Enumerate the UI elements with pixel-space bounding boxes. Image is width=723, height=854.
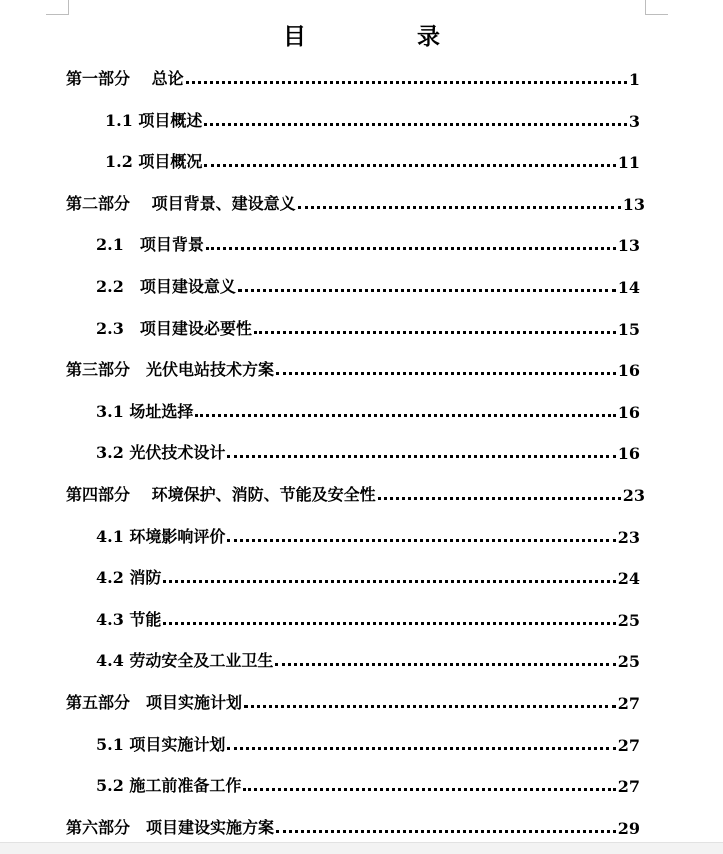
toc-page-number: 13 (617, 236, 640, 256)
toc-page-number: 11 (617, 153, 640, 173)
toc-page-number: 3 (628, 111, 640, 131)
toc-page-number: 14 (617, 278, 640, 297)
toc-page-number: 16 (617, 444, 640, 464)
toc-page-number: 23 (617, 527, 640, 547)
toc-dot-leader (163, 580, 615, 583)
toc-page-number: 15 (617, 319, 640, 339)
margin-corner-mark (645, 0, 668, 15)
toc-entry-title: 1.2 项目概况 (105, 152, 203, 172)
toc-dot-leader (238, 289, 616, 292)
toc-entry-title: 4.3 节能 (96, 609, 162, 629)
toc-entry-title: 4.1 环境影响评价 (96, 526, 226, 546)
page-bottom-edge (0, 842, 723, 854)
toc-dot-leader (206, 247, 616, 250)
toc-dot-leader (204, 123, 626, 126)
toc-page-number: 29 (617, 818, 640, 838)
toc-entry[interactable] (96, 273, 640, 297)
toc-entry-title: 3.2 光伏技术设计 (96, 443, 226, 463)
toc-entry-title: 2.2 项目建设意义 (96, 277, 236, 296)
toc-entry-title: 3.1 场址选择 (96, 401, 194, 421)
toc-dot-leader (276, 372, 616, 375)
margin-corner-mark (46, 0, 69, 15)
toc-entry[interactable] (96, 731, 640, 755)
toc-dot-leader (298, 206, 621, 209)
toc-dot-leader (276, 830, 616, 833)
toc-page-number: 25 (617, 610, 640, 630)
toc-dot-leader (227, 747, 615, 750)
toc-title: 目 录 (283, 23, 484, 50)
toc-entry-title: 4.2 消防 (96, 568, 162, 588)
toc-entry[interactable] (96, 564, 640, 588)
toc-entry[interactable] (96, 315, 640, 339)
toc-entry[interactable] (96, 231, 640, 255)
toc-dot-leader (227, 455, 615, 458)
toc-dot-leader (243, 788, 615, 791)
toc-dot-leader (186, 81, 627, 84)
toc-entry-title: 第四部分 环境保护、消防、节能及安全性 (66, 485, 376, 504)
toc-entry-title: 4.4 劳动安全及工业卫生 (96, 651, 274, 671)
toc-page-number: 27 (617, 694, 640, 713)
toc-entry[interactable] (66, 65, 640, 89)
toc-entry[interactable] (96, 647, 640, 671)
toc-dot-leader (244, 705, 616, 708)
toc-dot-leader (204, 164, 615, 167)
toc-entry[interactable] (96, 398, 640, 422)
toc-page-number: 1 (628, 70, 640, 89)
toc-entry[interactable] (66, 481, 645, 505)
toc-entry[interactable] (105, 107, 640, 131)
toc-page-number: 16 (617, 402, 640, 422)
toc-entry-title: 2.1 项目背景 (96, 235, 204, 255)
toc-entry-title: 1.1 项目概述 (105, 110, 203, 130)
toc-entry-title: 第二部分 项目背景、建设意义 (66, 193, 296, 213)
toc-page-number: 27 (617, 777, 640, 797)
toc-page-number: 16 (617, 361, 640, 381)
toc-dot-leader (227, 539, 615, 542)
toc-page-number: 13 (622, 194, 645, 214)
toc-entry[interactable] (96, 606, 640, 630)
toc-entry[interactable] (96, 523, 640, 547)
toc-entry-title: 第三部分 光伏电站技术方案 (66, 360, 275, 380)
toc-page-number: 24 (617, 569, 640, 589)
toc-entry-title: 5.1 项目实施计划 (96, 734, 226, 754)
toc-dot-leader (163, 622, 615, 625)
toc-entry[interactable] (66, 689, 640, 713)
toc-entry[interactable] (96, 439, 640, 463)
toc-entry-title: 第五部分 项目实施计划 (66, 693, 243, 712)
toc-dot-leader (275, 663, 615, 666)
toc-entry[interactable] (105, 148, 640, 172)
toc-entry-title: 2.3 项目建设必要性 (96, 318, 252, 338)
toc-dot-leader (378, 497, 621, 500)
toc-dot-leader (254, 331, 616, 334)
toc-page-number: 27 (617, 735, 640, 755)
toc-entry-title: 第一部分 总论 (66, 69, 184, 88)
toc-dot-leader (195, 414, 615, 417)
toc-entry[interactable] (96, 772, 640, 796)
toc-entry[interactable] (66, 190, 645, 214)
toc-page-number: 23 (622, 486, 645, 505)
toc-entry[interactable] (66, 356, 640, 380)
toc-page-number: 25 (617, 652, 640, 672)
toc-entry-title: 5.2 施工前准备工作 (96, 776, 242, 796)
toc-entry-title: 第六部分 项目建设实施方案 (66, 817, 275, 837)
toc-entry[interactable] (66, 814, 640, 838)
